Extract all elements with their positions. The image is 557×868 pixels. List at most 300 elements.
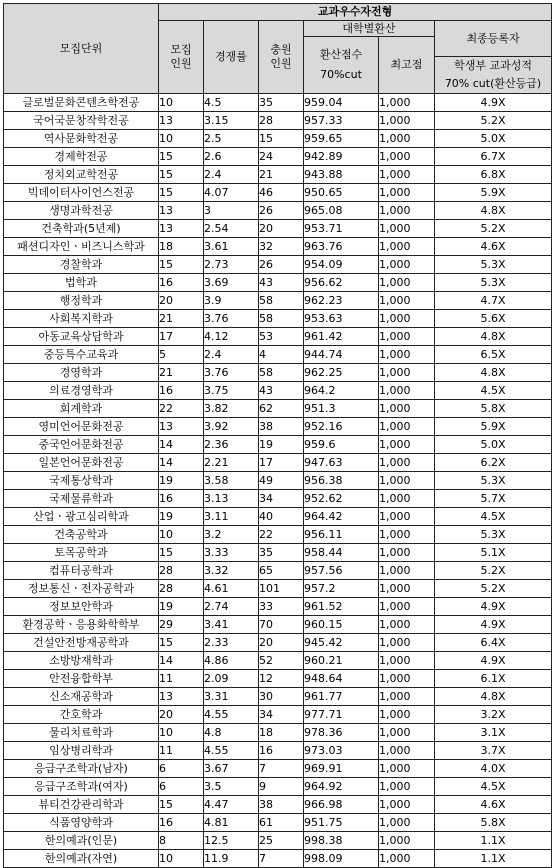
cell-unit: 정보통신ㆍ전자공학과 [4, 580, 159, 598]
cell-applicants: 58 [259, 310, 304, 328]
cell-unit: 역사문화학전공 [4, 130, 159, 148]
cell-competition: 2.5 [204, 130, 259, 148]
cell-unit: 컴퓨터공학과 [4, 562, 159, 580]
cell-unit: 경찰학과 [4, 256, 159, 274]
cell-max-score: 1,000 [379, 832, 435, 850]
cell-competition: 3 [204, 202, 259, 220]
cell-final-grade: 5.2X [435, 112, 552, 130]
cell-unit: 회계학과 [4, 400, 159, 418]
cell-max-score: 1,000 [379, 94, 435, 112]
cell-final-grade: 4.6X [435, 238, 552, 256]
cell-applicants: 26 [259, 202, 304, 220]
cell-unit: 건축공학과 [4, 526, 159, 544]
cell-max-score: 1,000 [379, 814, 435, 832]
table-row [4, 184, 552, 202]
cell-score-70: 998.38 [304, 832, 379, 850]
cell-quota: 14 [159, 454, 204, 472]
cell-competition: 3.76 [204, 364, 259, 382]
cell-quota: 13 [159, 202, 204, 220]
cell-unit: 응급구조학과(남자) [4, 760, 159, 778]
cell-final-grade: 6.5X [435, 346, 552, 364]
cell-score-70: 961.42 [304, 328, 379, 346]
cell-quota: 19 [159, 472, 204, 490]
cell-unit: 환경공학ㆍ응용화학학부 [4, 616, 159, 634]
table-row [4, 346, 552, 364]
cell-unit: 국제통상학과 [4, 472, 159, 490]
cell-final-grade: 5.2X [435, 562, 552, 580]
cell-quota: 16 [159, 490, 204, 508]
cell-quota: 28 [159, 562, 204, 580]
cell-quota: 16 [159, 814, 204, 832]
cell-unit: 생명과학전공 [4, 202, 159, 220]
cell-max-score: 1,000 [379, 112, 435, 130]
cell-competition: 4.55 [204, 706, 259, 724]
cell-final-grade: 5.3X [435, 472, 552, 490]
cell-score-70: 977.71 [304, 706, 379, 724]
cell-max-score: 1,000 [379, 310, 435, 328]
table-row [4, 760, 552, 778]
cell-competition: 4.07 [204, 184, 259, 202]
cell-score-70: 973.03 [304, 742, 379, 760]
cell-applicants: 32 [259, 238, 304, 256]
cell-score-70: 947.63 [304, 454, 379, 472]
cell-score-70: 960.21 [304, 652, 379, 670]
cell-final-grade: 4.8X [435, 328, 552, 346]
cell-score-70: 954.09 [304, 256, 379, 274]
cell-max-score: 1,000 [379, 688, 435, 706]
cell-max-score: 1,000 [379, 418, 435, 436]
cell-competition: 2.21 [204, 454, 259, 472]
cell-competition: 4.86 [204, 652, 259, 670]
cell-max-score: 1,000 [379, 400, 435, 418]
cell-applicants: 61 [259, 814, 304, 832]
cell-final-grade: 6.1X [435, 670, 552, 688]
cell-score-70: 960.15 [304, 616, 379, 634]
table-row [4, 616, 552, 634]
cell-quota: 14 [159, 652, 204, 670]
cell-applicants: 4 [259, 346, 304, 364]
table-row [4, 166, 552, 184]
cell-applicants: 16 [259, 742, 304, 760]
cell-applicants: 28 [259, 112, 304, 130]
cell-score-70: 942.89 [304, 148, 379, 166]
cell-max-score: 1,000 [379, 202, 435, 220]
cell-max-score: 1,000 [379, 238, 435, 256]
header-quota: 모집 인원 [159, 21, 204, 94]
cell-applicants: 22 [259, 526, 304, 544]
cell-max-score: 1,000 [379, 850, 435, 868]
header-final-top: 최종등록자 [435, 21, 552, 57]
cell-final-grade: 4.8X [435, 202, 552, 220]
table-row [4, 814, 552, 832]
cell-score-70: 951.3 [304, 400, 379, 418]
cell-competition: 2.54 [204, 220, 259, 238]
table-row [4, 508, 552, 526]
cell-competition: 2.09 [204, 670, 259, 688]
cell-competition: 3.82 [204, 400, 259, 418]
table-row [4, 202, 552, 220]
cell-score-70: 963.76 [304, 238, 379, 256]
table-row [4, 112, 552, 130]
cell-competition: 12.5 [204, 832, 259, 850]
cell-applicants: 12 [259, 670, 304, 688]
table-row [4, 274, 552, 292]
cell-unit: 토목공학과 [4, 544, 159, 562]
cell-final-grade: 6.2X [435, 454, 552, 472]
cell-final-grade: 4.9X [435, 616, 552, 634]
cell-score-70: 957.33 [304, 112, 379, 130]
cell-competition: 4.55 [204, 742, 259, 760]
table-row [4, 778, 552, 796]
cell-unit: 정치외교학전공 [4, 166, 159, 184]
cell-score-70: 966.98 [304, 796, 379, 814]
cell-competition: 2.33 [204, 634, 259, 652]
table-row [4, 472, 552, 490]
cell-applicants: 26 [259, 256, 304, 274]
cell-unit: 경영학과 [4, 364, 159, 382]
cell-max-score: 1,000 [379, 508, 435, 526]
cell-score-70: 952.62 [304, 490, 379, 508]
cell-competition: 3.92 [204, 418, 259, 436]
cell-unit: 아동교육상담학과 [4, 328, 159, 346]
cell-unit: 경제학전공 [4, 148, 159, 166]
table-row [4, 454, 552, 472]
cell-final-grade: 5.0X [435, 436, 552, 454]
cell-quota: 10 [159, 526, 204, 544]
cell-applicants: 15 [259, 130, 304, 148]
cell-quota: 10 [159, 130, 204, 148]
cell-competition: 3.11 [204, 508, 259, 526]
cell-unit: 법학과 [4, 274, 159, 292]
cell-max-score: 1,000 [379, 148, 435, 166]
table-row [4, 580, 552, 598]
cell-competition: 3.9 [204, 292, 259, 310]
table-row [4, 634, 552, 652]
cell-unit: 안전융합학부 [4, 670, 159, 688]
cell-competition: 3.67 [204, 760, 259, 778]
cell-score-70: 953.63 [304, 310, 379, 328]
cell-unit: 건설안전방재공학과 [4, 634, 159, 652]
cell-final-grade: 5.8X [435, 400, 552, 418]
cell-quota: 21 [159, 310, 204, 328]
cell-score-70: 950.65 [304, 184, 379, 202]
cell-applicants: 35 [259, 94, 304, 112]
header-conversion: 대학별환산 [304, 21, 435, 37]
table-row [4, 706, 552, 724]
cell-final-grade: 5.0X [435, 130, 552, 148]
cell-quota: 20 [159, 292, 204, 310]
cell-max-score: 1,000 [379, 490, 435, 508]
cell-unit: 뷰티건강관리학과 [4, 796, 159, 814]
cell-score-70: 965.08 [304, 202, 379, 220]
cell-quota: 18 [159, 238, 204, 256]
cell-max-score: 1,000 [379, 724, 435, 742]
table-row [4, 562, 552, 580]
cell-competition: 4.8 [204, 724, 259, 742]
cell-competition: 3.2 [204, 526, 259, 544]
cell-max-score: 1,000 [379, 256, 435, 274]
cell-quota: 10 [159, 850, 204, 868]
cell-applicants: 19 [259, 436, 304, 454]
cell-competition: 2.4 [204, 166, 259, 184]
cell-final-grade: 5.6X [435, 310, 552, 328]
cell-applicants: 52 [259, 652, 304, 670]
cell-competition: 3.32 [204, 562, 259, 580]
cell-unit: 정보보안학과 [4, 598, 159, 616]
cell-unit: 패션디자인ㆍ비즈니스학과 [4, 238, 159, 256]
cell-quota: 22 [159, 400, 204, 418]
cell-quota: 13 [159, 220, 204, 238]
cell-quota: 6 [159, 760, 204, 778]
cell-applicants: 43 [259, 274, 304, 292]
cell-max-score: 1,000 [379, 670, 435, 688]
cell-score-70: 951.75 [304, 814, 379, 832]
cell-unit: 중국언어문화전공 [4, 436, 159, 454]
cell-score-70: 998.09 [304, 850, 379, 868]
cell-competition: 3.13 [204, 490, 259, 508]
cell-final-grade: 3.7X [435, 742, 552, 760]
cell-applicants: 7 [259, 760, 304, 778]
cell-max-score: 1,000 [379, 274, 435, 292]
table-row [4, 418, 552, 436]
cell-quota: 29 [159, 616, 204, 634]
cell-final-grade: 1.1X [435, 832, 552, 850]
cell-unit: 소방방재학과 [4, 652, 159, 670]
cell-max-score: 1,000 [379, 634, 435, 652]
table-row [4, 742, 552, 760]
cell-applicants: 58 [259, 292, 304, 310]
admissions-table [3, 3, 552, 868]
cell-max-score: 1,000 [379, 580, 435, 598]
cell-competition: 4.12 [204, 328, 259, 346]
cell-unit: 국제물류학과 [4, 490, 159, 508]
cell-final-grade: 4.5X [435, 778, 552, 796]
cell-unit: 글로벌문화콘텐츠학전공 [4, 94, 159, 112]
cell-competition: 3.5 [204, 778, 259, 796]
cell-score-70: 957.56 [304, 562, 379, 580]
cell-unit: 건축학과(5년제) [4, 220, 159, 238]
cell-max-score: 1,000 [379, 130, 435, 148]
cell-unit: 산업ㆍ광고심리학과 [4, 508, 159, 526]
cell-final-grade: 4.9X [435, 94, 552, 112]
cell-applicants: 101 [259, 580, 304, 598]
cell-applicants: 17 [259, 454, 304, 472]
cell-max-score: 1,000 [379, 544, 435, 562]
cell-unit: 한의예과(자연) [4, 850, 159, 868]
table-row [4, 256, 552, 274]
cell-applicants: 9 [259, 778, 304, 796]
cell-applicants: 58 [259, 364, 304, 382]
cell-unit: 사회복지학과 [4, 310, 159, 328]
header-score-70: 환산점수 70%cut [304, 37, 379, 94]
cell-applicants: 43 [259, 382, 304, 400]
cell-unit: 물리치료학과 [4, 724, 159, 742]
cell-final-grade: 4.7X [435, 292, 552, 310]
cell-quota: 15 [159, 256, 204, 274]
cell-unit: 일본언어문화전공 [4, 454, 159, 472]
cell-score-70: 943.88 [304, 166, 379, 184]
cell-quota: 11 [159, 670, 204, 688]
cell-score-70: 956.11 [304, 526, 379, 544]
cell-applicants: 20 [259, 634, 304, 652]
cell-applicants: 21 [259, 166, 304, 184]
cell-score-70: 964.42 [304, 508, 379, 526]
cell-quota: 21 [159, 364, 204, 382]
table-row [4, 490, 552, 508]
cell-max-score: 1,000 [379, 166, 435, 184]
cell-max-score: 1,000 [379, 220, 435, 238]
cell-competition: 2.73 [204, 256, 259, 274]
cell-max-score: 1,000 [379, 382, 435, 400]
cell-max-score: 1,000 [379, 562, 435, 580]
cell-final-grade: 5.3X [435, 256, 552, 274]
cell-quota: 10 [159, 724, 204, 742]
cell-final-grade: 5.1X [435, 544, 552, 562]
cell-applicants: 49 [259, 472, 304, 490]
cell-score-70: 964.2 [304, 382, 379, 400]
cell-max-score: 1,000 [379, 706, 435, 724]
cell-score-70: 956.62 [304, 274, 379, 292]
cell-applicants: 25 [259, 832, 304, 850]
cell-score-70: 948.64 [304, 670, 379, 688]
cell-competition: 3.31 [204, 688, 259, 706]
cell-competition: 2.6 [204, 148, 259, 166]
cell-score-70: 956.38 [304, 472, 379, 490]
table-row [4, 130, 552, 148]
cell-applicants: 70 [259, 616, 304, 634]
table-row [4, 310, 552, 328]
cell-final-grade: 4.9X [435, 652, 552, 670]
cell-quota: 20 [159, 706, 204, 724]
cell-unit: 한의예과(인문) [4, 832, 159, 850]
cell-final-grade: 1.1X [435, 850, 552, 868]
cell-quota: 5 [159, 346, 204, 364]
cell-competition: 3.33 [204, 544, 259, 562]
cell-quota: 15 [159, 544, 204, 562]
cell-max-score: 1,000 [379, 184, 435, 202]
cell-max-score: 1,000 [379, 436, 435, 454]
cell-quota: 13 [159, 112, 204, 130]
table-row [4, 832, 552, 850]
cell-competition: 4.5 [204, 94, 259, 112]
cell-final-grade: 5.2X [435, 220, 552, 238]
cell-unit: 임상병리학과 [4, 742, 159, 760]
cell-unit: 응급구조학과(여자) [4, 778, 159, 796]
cell-competition: 3.76 [204, 310, 259, 328]
header-group-title: 교과우수자전형 [159, 4, 552, 21]
cell-score-70: 961.52 [304, 598, 379, 616]
cell-max-score: 1,000 [379, 616, 435, 634]
cell-unit: 행정학과 [4, 292, 159, 310]
cell-applicants: 34 [259, 490, 304, 508]
cell-score-70: 952.16 [304, 418, 379, 436]
cell-score-70: 962.23 [304, 292, 379, 310]
table-row [4, 544, 552, 562]
cell-applicants: 20 [259, 220, 304, 238]
cell-quota: 19 [159, 598, 204, 616]
table-row [4, 328, 552, 346]
header-unit: 모집단위 [4, 4, 159, 94]
cell-final-grade: 4.8X [435, 364, 552, 382]
cell-max-score: 1,000 [379, 292, 435, 310]
cell-score-70: 969.91 [304, 760, 379, 778]
cell-final-grade: 3.2X [435, 706, 552, 724]
cell-applicants: 33 [259, 598, 304, 616]
cell-applicants: 18 [259, 724, 304, 742]
cell-applicants: 38 [259, 796, 304, 814]
table-row [4, 670, 552, 688]
cell-max-score: 1,000 [379, 742, 435, 760]
cell-final-grade: 4.8X [435, 688, 552, 706]
cell-final-grade: 4.0X [435, 760, 552, 778]
cell-max-score: 1,000 [379, 778, 435, 796]
cell-max-score: 1,000 [379, 328, 435, 346]
table-row [4, 220, 552, 238]
table-row [4, 598, 552, 616]
header-max-score: 최고점 [379, 37, 435, 94]
table-row [4, 436, 552, 454]
cell-applicants: 46 [259, 184, 304, 202]
table-row [4, 94, 552, 112]
cell-max-score: 1,000 [379, 598, 435, 616]
cell-score-70: 953.71 [304, 220, 379, 238]
cell-quota: 13 [159, 688, 204, 706]
cell-competition: 2.74 [204, 598, 259, 616]
table-row [4, 400, 552, 418]
cell-competition: 3.58 [204, 472, 259, 490]
cell-score-70: 978.36 [304, 724, 379, 742]
cell-quota: 10 [159, 94, 204, 112]
cell-competition: 3.75 [204, 382, 259, 400]
cell-score-70: 959.04 [304, 94, 379, 112]
cell-final-grade: 6.4X [435, 634, 552, 652]
table-row [4, 724, 552, 742]
table-row [4, 238, 552, 256]
cell-quota: 15 [159, 166, 204, 184]
table-row [4, 850, 552, 868]
cell-unit: 의료경영학과 [4, 382, 159, 400]
cell-final-grade: 5.2X [435, 580, 552, 598]
cell-unit: 빅데이터사이언스전공 [4, 184, 159, 202]
cell-final-grade: 4.5X [435, 508, 552, 526]
cell-competition: 2.36 [204, 436, 259, 454]
cell-competition: 4.61 [204, 580, 259, 598]
cell-final-grade: 6.8X [435, 166, 552, 184]
cell-applicants: 24 [259, 148, 304, 166]
cell-final-grade: 4.9X [435, 598, 552, 616]
cell-max-score: 1,000 [379, 652, 435, 670]
cell-max-score: 1,000 [379, 526, 435, 544]
cell-score-70: 959.65 [304, 130, 379, 148]
cell-max-score: 1,000 [379, 472, 435, 490]
cell-final-grade: 4.6X [435, 796, 552, 814]
cell-unit: 영미언어문화전공 [4, 418, 159, 436]
cell-applicants: 30 [259, 688, 304, 706]
cell-score-70: 961.77 [304, 688, 379, 706]
cell-competition: 11.9 [204, 850, 259, 868]
cell-competition: 2.4 [204, 346, 259, 364]
cell-unit: 중등특수교육과 [4, 346, 159, 364]
cell-final-grade: 3.1X [435, 724, 552, 742]
cell-competition: 3.61 [204, 238, 259, 256]
cell-score-70: 957.2 [304, 580, 379, 598]
cell-quota: 15 [159, 634, 204, 652]
header-competition: 경쟁률 [204, 21, 259, 94]
cell-competition: 4.47 [204, 796, 259, 814]
cell-quota: 15 [159, 796, 204, 814]
table-row [4, 652, 552, 670]
cell-quota: 16 [159, 274, 204, 292]
